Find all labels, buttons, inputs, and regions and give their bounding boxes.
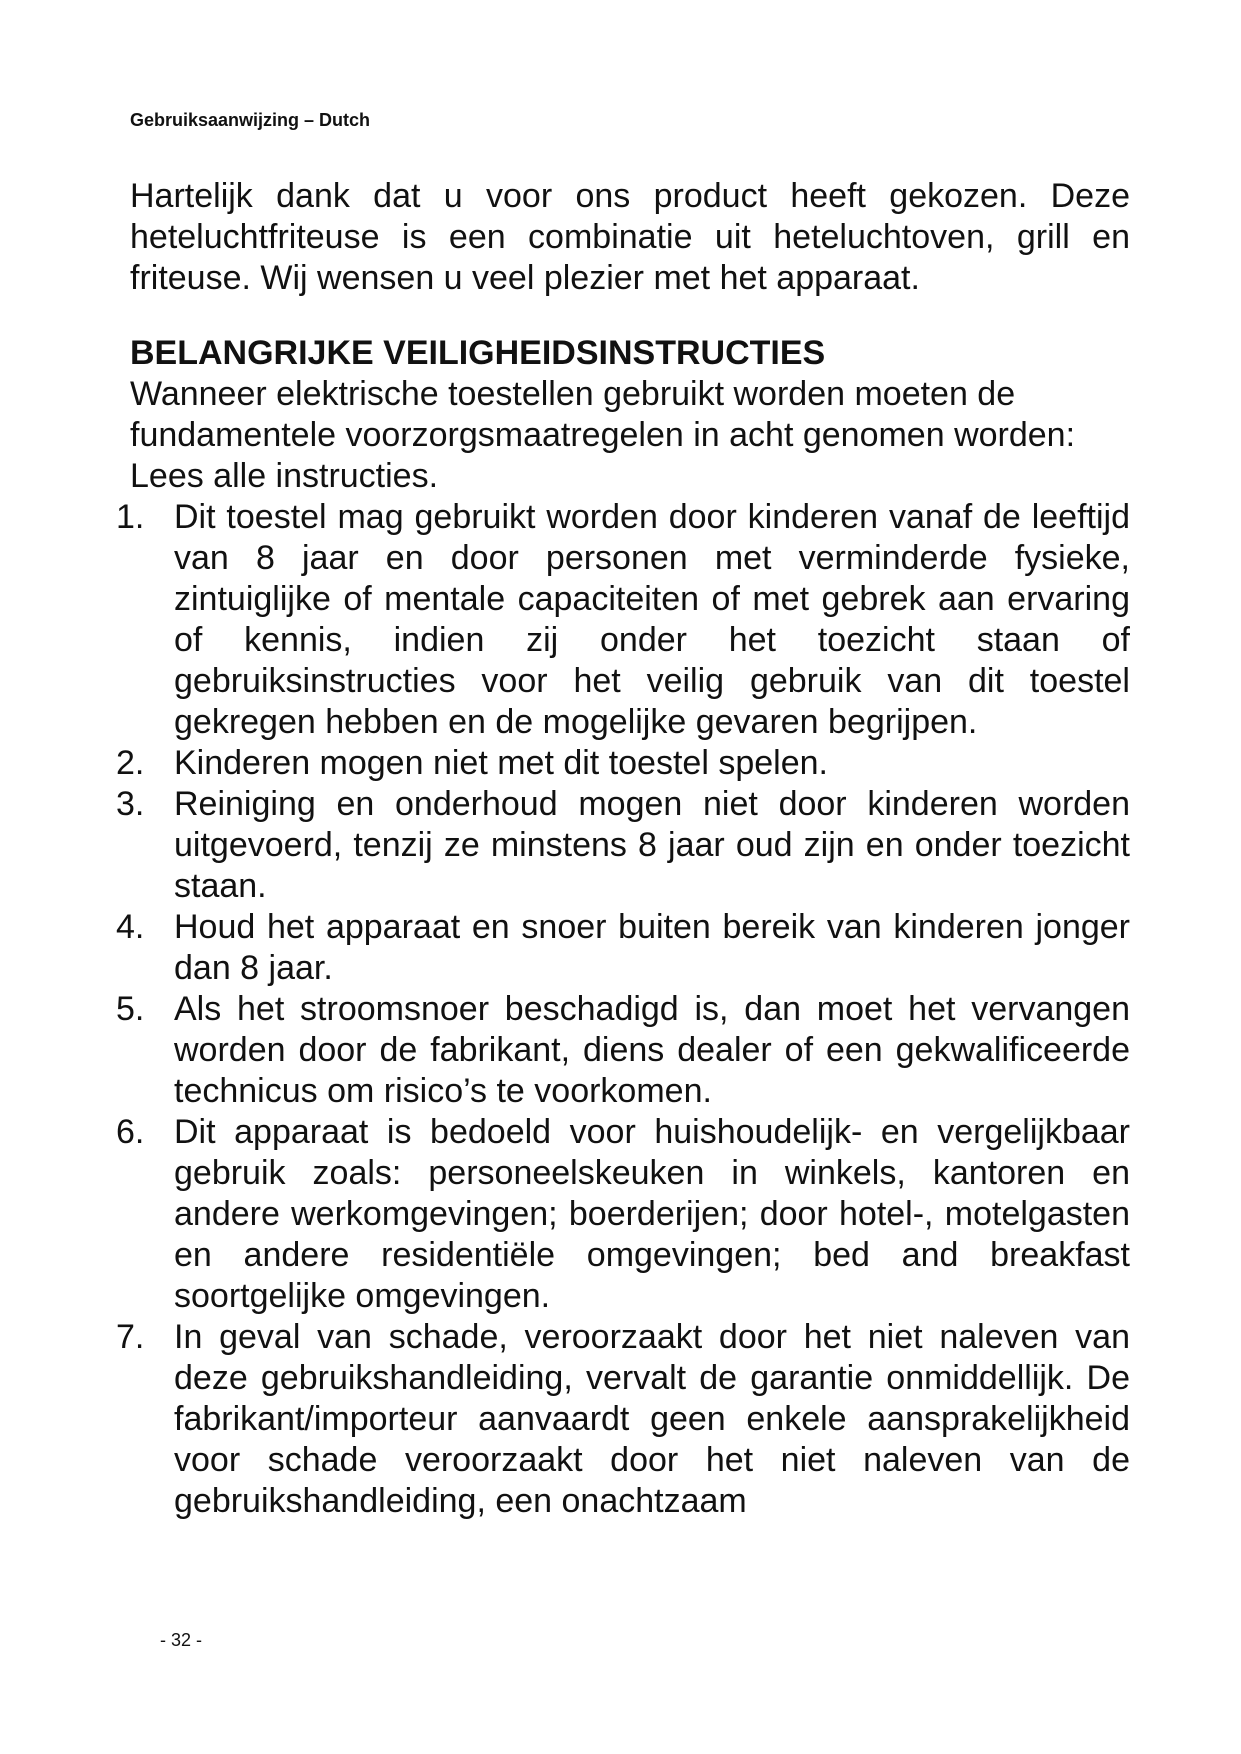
item-text: Kinderen mogen niet met dit toestel spelen. — [174, 744, 828, 782]
item-text: Houd het apparaat en snoer buiten bereik van kinderen jonger dan 8 jaar. — [174, 908, 1130, 987]
page-number: - 32 - — [160, 1630, 203, 1650]
item-number: 5. — [116, 990, 145, 1028]
list-item — [116, 1112, 1130, 1317]
read-all-instructions: Lees alle instructies. — [130, 457, 439, 495]
item-number: 2. — [116, 744, 145, 782]
item-number: 6. — [116, 1113, 145, 1151]
safety-lead: Wanneer elektrische toestellen gebruikt worden moeten de fundamentele voorzorgsmaatregelen in acht genomen worden: — [130, 375, 1076, 454]
list-item — [116, 497, 1130, 743]
item-text: Dit apparaat is bedoeld voor huishoudelijk- en vergelijkbaar gebruik zoals: personeelskeuken in winkels, kantoren en andere werkomgevingen; boerderijen; door hotel-, motelgasten en andere residentiële omgevingen; bed and breakfast soortgelijke omgevingen. — [174, 1113, 1130, 1315]
document-body — [116, 176, 1130, 1522]
item-text: Als het stroomsnoer beschadigd is, dan moet het vervangen worden door de fabrikant, diens dealer of een gekwalificeerde technicus om risico’s te voorkomen. — [174, 990, 1130, 1110]
item-text: Reiniging en onderhoud mogen niet door kinderen worden uitgevoerd, tenzij ze minstens 8 jaar oud zijn en onder toezicht staan. — [174, 785, 1130, 905]
safety-heading: BELANGRIJKE VEILIGHEIDSINSTRUCTIES — [130, 334, 826, 372]
safety-list — [116, 497, 1130, 1522]
item-text: In geval van schade, veroorzaakt door het niet naleven van deze gebruikshandleiding, vervalt de garantie onmiddellijk. De fabrikant/importeur aanvaardt geen enkele aansprakelijkheid voor schade veroorzaakt door het niet naleven van de gebruikshandleiding, een onachtzaam — [174, 1318, 1130, 1520]
item-number: 1. — [116, 498, 145, 536]
item-number: 4. — [116, 908, 145, 946]
list-item — [116, 743, 1130, 784]
item-text: Dit toestel mag gebruikt worden door kinderen vanaf de leeftijd van 8 jaar en door personen met verminderde fysieke, zintuiglijke of mentale capaciteiten of met gebrek aan ervaring of kennis, indien zij onder het toezicht staan of gebruiksinstructies voor het veilig gebruik van dit toestel gekregen hebben en de mogelijke gevaren begrijpen. — [174, 498, 1130, 741]
list-item — [116, 989, 1130, 1112]
list-item — [116, 1317, 1130, 1522]
item-number: 7. — [116, 1318, 145, 1356]
item-number: 3. — [116, 785, 145, 823]
document-header: Gebruiksaanwijzing – Dutch — [130, 110, 371, 130]
list-item — [116, 907, 1130, 989]
list-item — [116, 784, 1130, 907]
intro-paragraph: Hartelijk dank dat u voor ons product heeft gekozen. Deze heteluchtfriteuse is een combinatie uit heteluchtoven, grill en friteuse. Wij wensen u veel plezier met het apparaat. — [130, 177, 1130, 297]
